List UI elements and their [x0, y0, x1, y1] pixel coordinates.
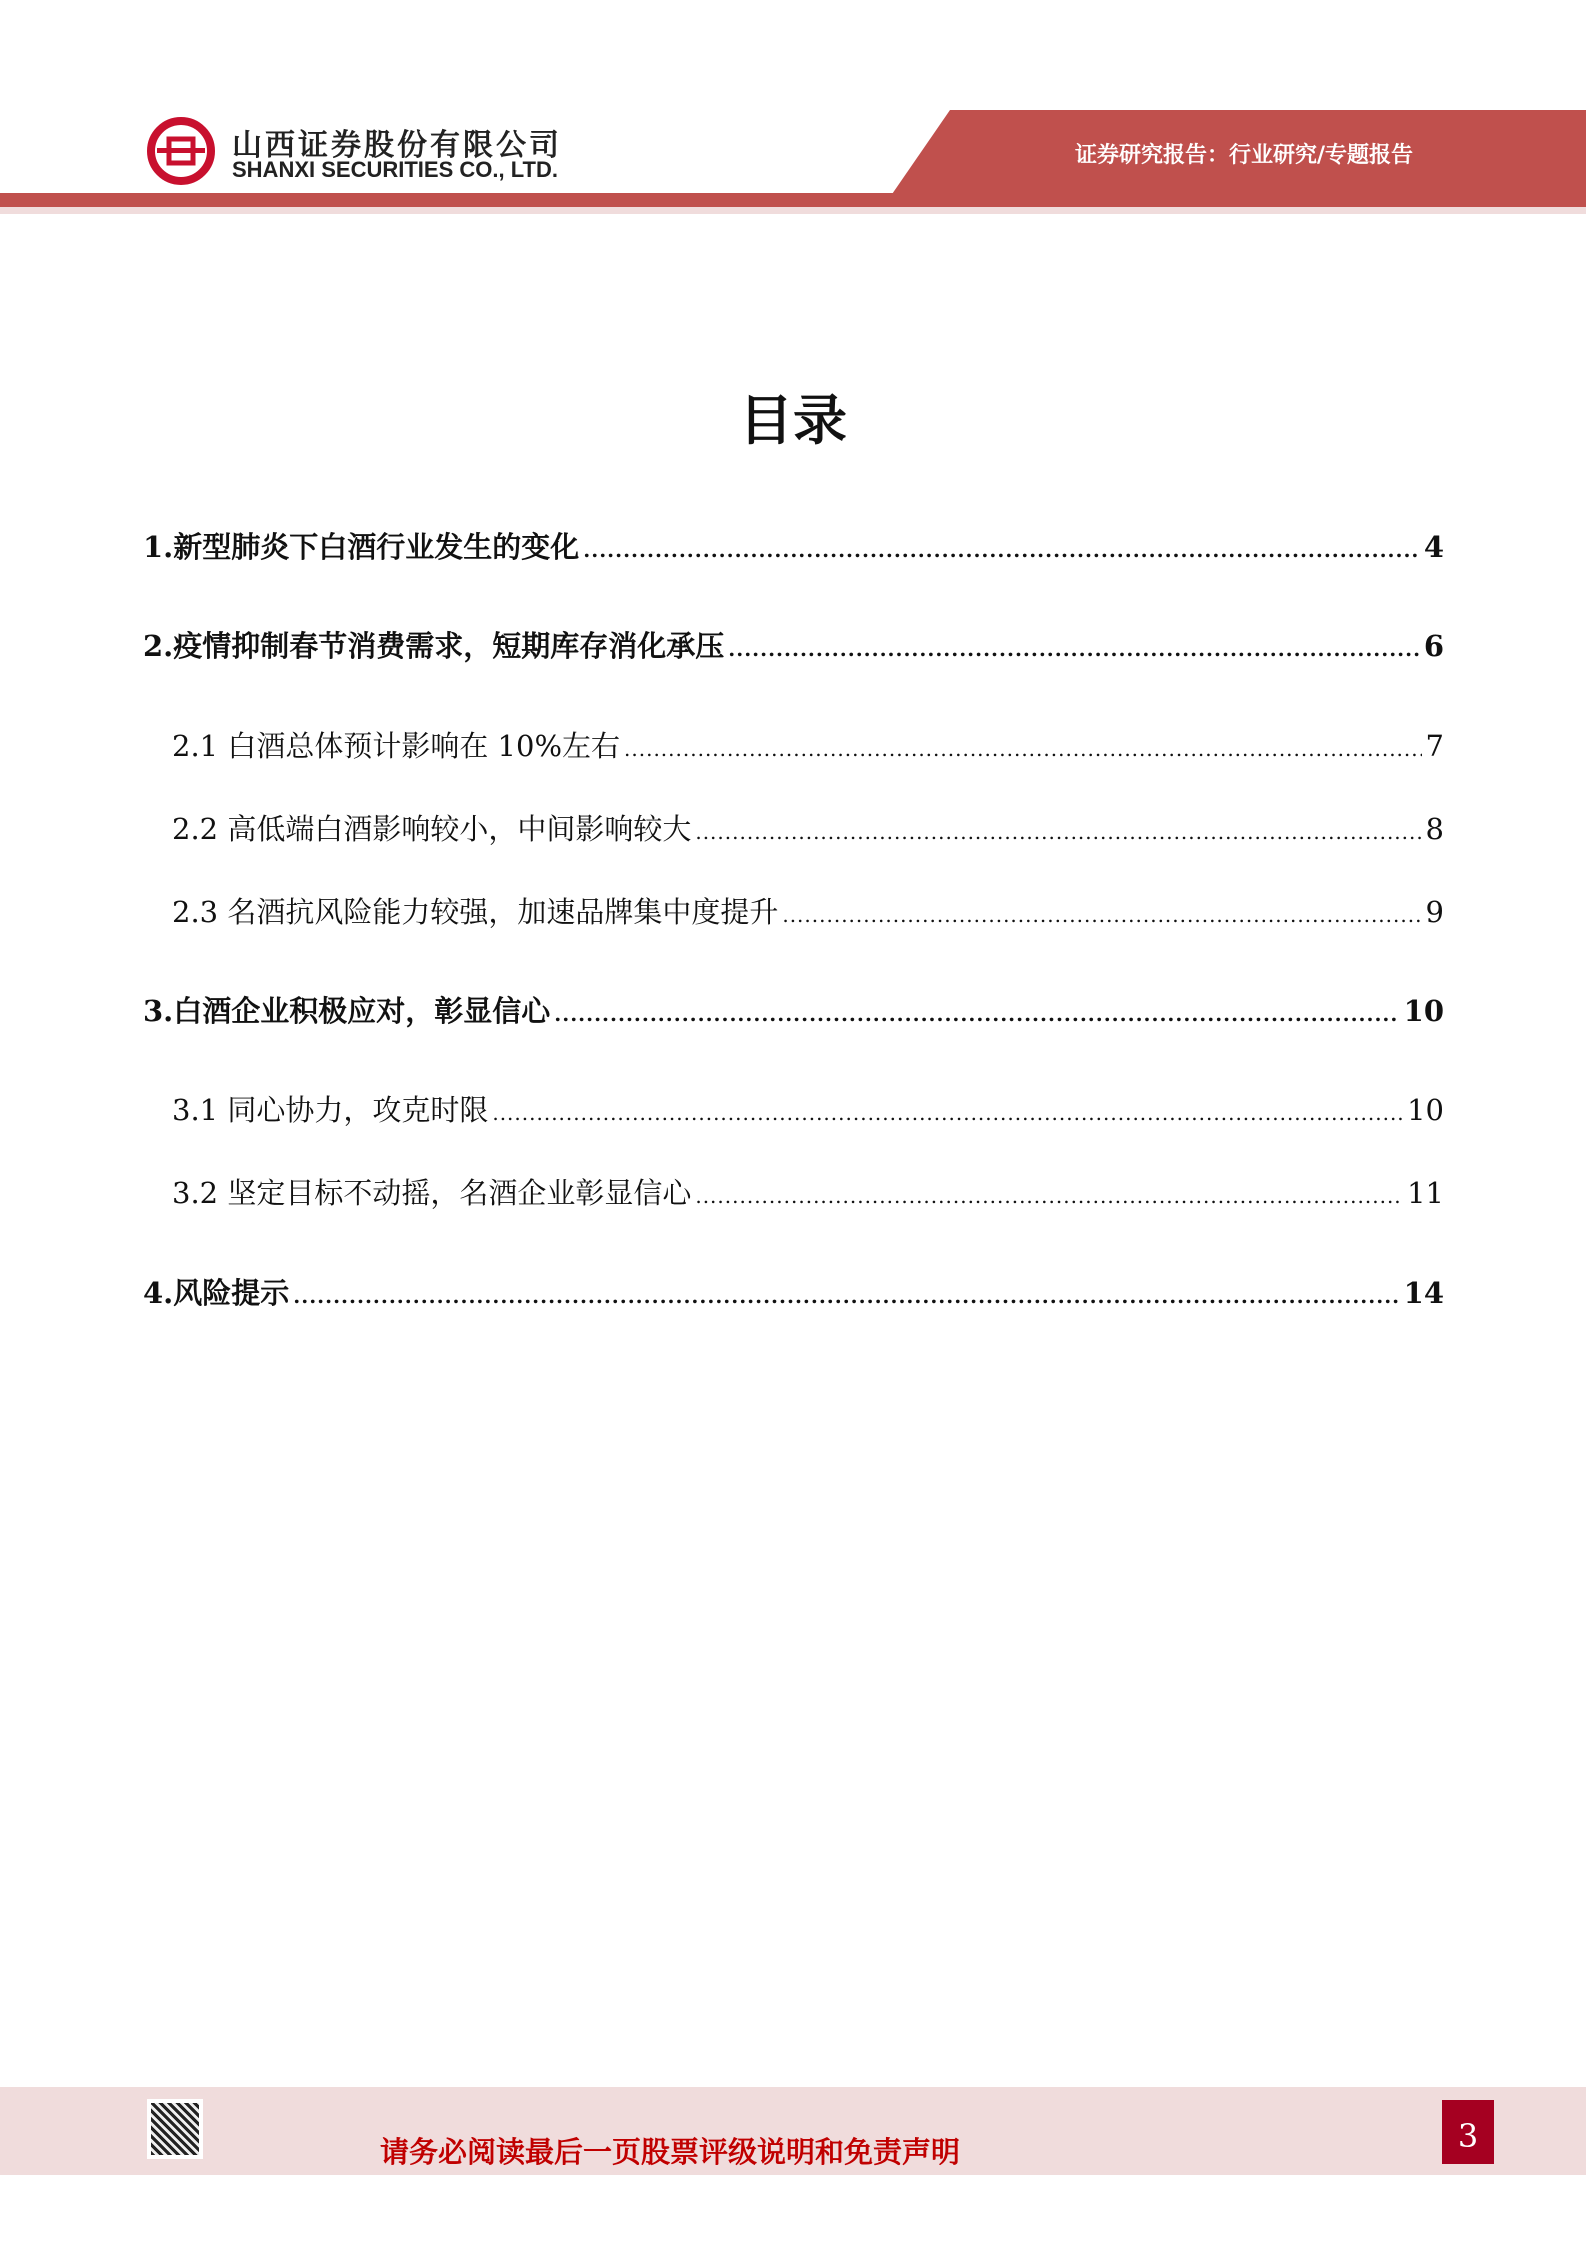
toc-entry-page: 7: [1425, 729, 1444, 763]
toc-leader-dots: [782, 903, 1421, 927]
toc-leader-dots: [728, 637, 1420, 661]
company-logo-icon: [147, 117, 215, 185]
toc-leader-dots: [695, 1184, 1403, 1208]
toc-entry-page: 10: [1407, 1093, 1444, 1127]
toc-leader-dots: [554, 1002, 1399, 1026]
toc-entry-label: 1.新型肺炎下白酒行业发生的变化: [143, 530, 580, 564]
toc-entry[interactable]: [143, 525, 1444, 566]
toc-entry[interactable]: [172, 724, 1444, 765]
report-type: 证券研究报告：行业研究/专题报告: [1075, 143, 1414, 168]
footer-disclaimer: 请务必阅读最后一页股票评级说明和免责声明: [380, 2135, 961, 2169]
toc-entry-page: 4: [1423, 530, 1444, 564]
toc-entry-page: 9: [1425, 895, 1444, 929]
toc-leader-dots: [695, 820, 1421, 844]
toc-entry[interactable]: [172, 890, 1444, 931]
toc-entry[interactable]: [172, 807, 1444, 848]
toc-entry-label: 3.1 同心协力，攻克时限: [172, 1093, 489, 1127]
company-name-en: SHANXI SECURITIES CO., LTD.: [232, 157, 558, 182]
qr-code-icon: [147, 2099, 203, 2159]
toc-entry-page: 10: [1403, 994, 1444, 1028]
page-number: 3: [1442, 2100, 1494, 2164]
toc-entry-label: 2.疫情抑制春节消费需求，短期库存消化承压: [143, 629, 725, 663]
toc-entry-page: 6: [1423, 629, 1444, 663]
toc-entry-label: 2.1 白酒总体预计影响在 10%左右: [172, 729, 621, 763]
toc-entry-label: 3.2 坚定目标不动摇，名酒企业彰显信心: [172, 1176, 692, 1210]
toc-entry[interactable]: [143, 989, 1444, 1030]
toc-entry-page: 8: [1425, 812, 1444, 846]
toc-entry-label: 4.风险提示: [143, 1276, 290, 1310]
toc-entry[interactable]: [172, 1171, 1444, 1212]
toc-leader-dots: [583, 538, 1420, 562]
toc-leader-dots: [293, 1284, 1399, 1308]
company-name-cn: 山西证券股份有限公司: [232, 128, 562, 163]
header-rule-light: [0, 207, 1586, 214]
toc-entry[interactable]: [172, 1088, 1444, 1129]
toc-entry-page: 14: [1403, 1276, 1444, 1310]
toc-entry-page: 11: [1407, 1176, 1444, 1210]
toc-entry[interactable]: [143, 624, 1444, 665]
page-title: 目录: [739, 388, 847, 452]
toc-entry-label: 2.2 高低端白酒影响较小，中间影响较大: [172, 812, 692, 846]
toc-leader-dots: [492, 1101, 1403, 1125]
toc-entry-label: 3.白酒企业积极应对，彰显信心: [143, 994, 551, 1028]
toc-entry[interactable]: [143, 1271, 1444, 1312]
header-rule: [0, 193, 1586, 207]
toc-leader-dots: [624, 737, 1422, 761]
toc-entry-label: 2.3 名酒抗风险能力较强，加速品牌集中度提升: [172, 895, 779, 929]
